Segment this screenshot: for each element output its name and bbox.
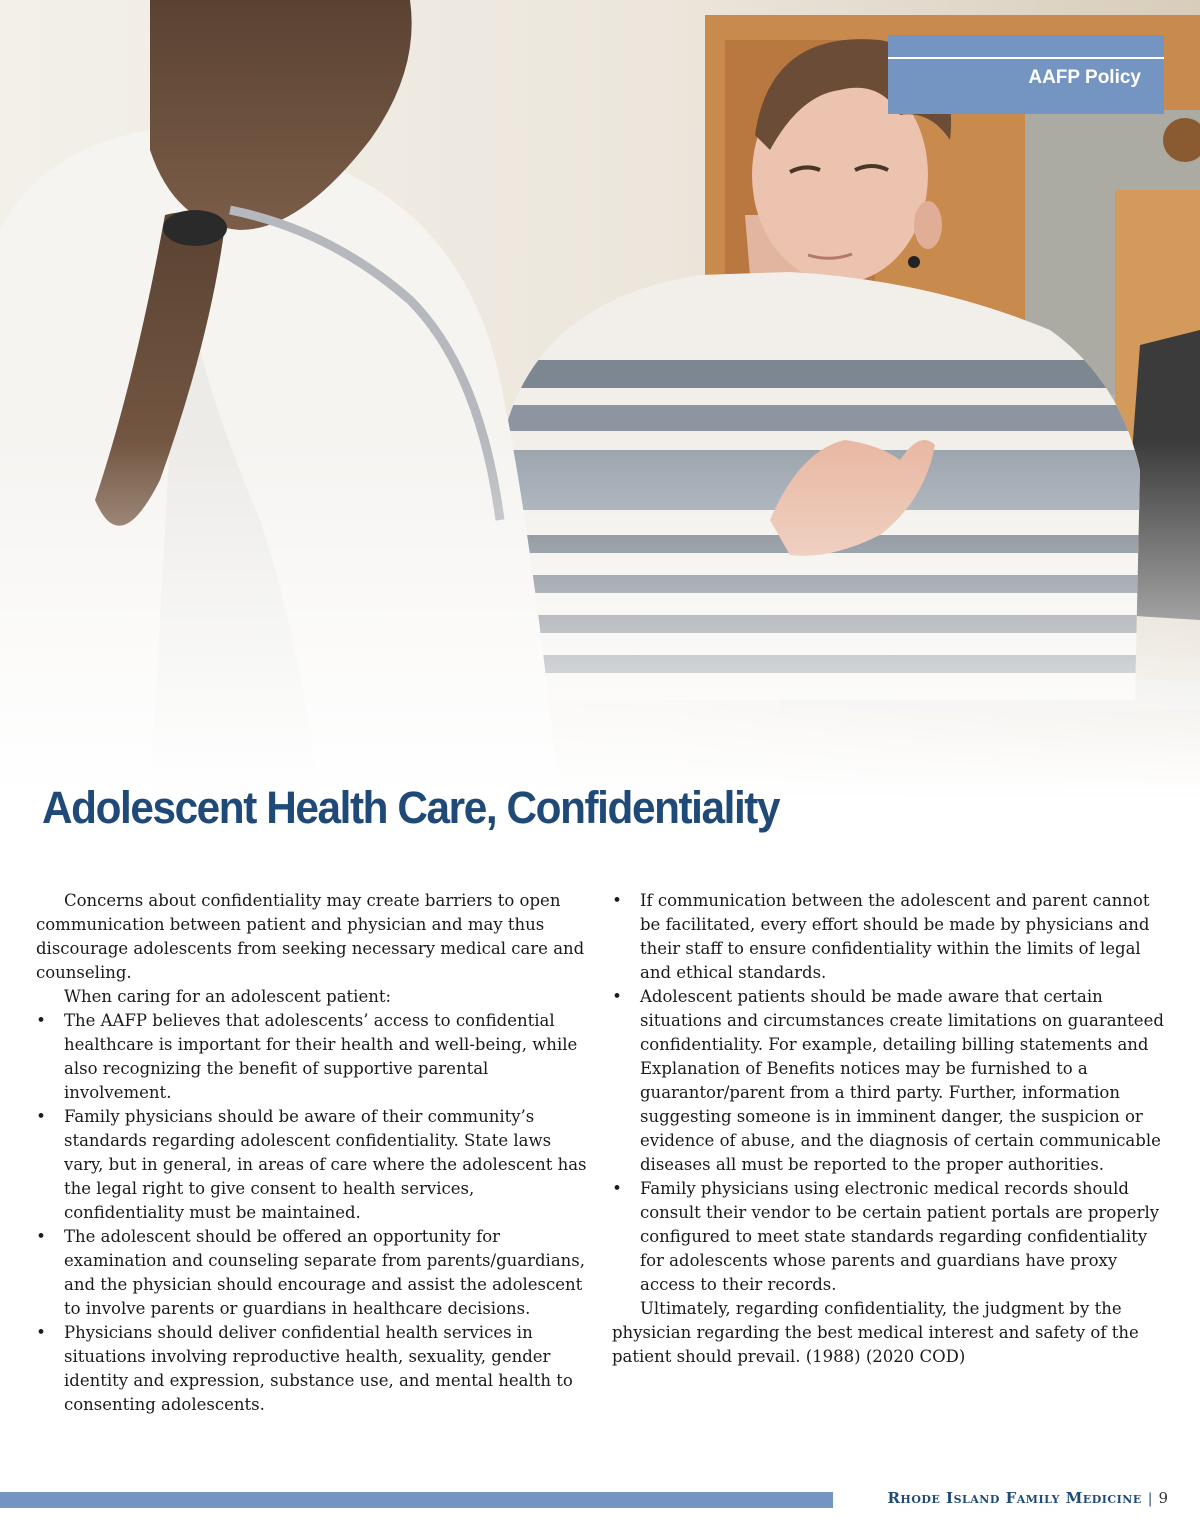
bullet-icon: • — [36, 1323, 46, 1342]
policy-tag — [888, 35, 1164, 114]
list-item-text: If communication between the adolescent and parent cannot be facilitated, every effort should be made by physicians and their staff to ensure confidentiality within the limits of legal and ethical standards. — [640, 891, 1150, 982]
footer-bar — [0, 1492, 833, 1508]
footer-separator: | — [1147, 1491, 1153, 1507]
footer — [887, 1489, 1168, 1507]
bullet-icon: • — [36, 1227, 46, 1246]
article-title: Adolescent Health Care, Confidentiality — [42, 782, 780, 833]
list-item-text: Adolescent patients should be made aware that certain situations and circumstances create limitations on guaranteed confidentiality. For example, detailing billing statements and Explanation of Benefits notices may be furnished to a guarantor/parent from a third party. Further, information suggesting someone is in imminent danger, the suspicion or evidence of abuse, and the diagnosis of certain communicable diseases all must be reported to the proper authorities. — [640, 987, 1164, 1174]
bullet-list-left — [36, 1009, 592, 1417]
bullet-icon: • — [612, 987, 622, 1006]
list-item — [612, 889, 1166, 985]
bullet-icon: • — [612, 1179, 622, 1198]
list-item-text: Family physicians should be aware of their community’s standards regarding adolescent confidentiality. State laws vary, but in general, in areas of care where the adolescent has the legal right to give consent to health services, confidentiality must be maintained. — [64, 1107, 587, 1222]
left-column — [36, 889, 592, 1417]
list-item — [36, 1105, 592, 1225]
page-number: 9 — [1158, 1489, 1168, 1507]
list-item — [36, 1225, 592, 1321]
list-item-text: Family physicians using electronic medical records should consult their vendor to be certain patient portals are properly configured to meet state standards regarding confidentiality for adolescents whose parents and guardians have proxy access to their records. — [640, 1179, 1160, 1294]
bullet-list-right — [612, 889, 1166, 1297]
right-column — [612, 889, 1166, 1369]
policy-tag-label: AAFP Policy — [1028, 67, 1141, 88]
intro-paragraph: Concerns about confidentiality may create barriers to open communication between patient and physician and may thus discourage adolescents from seeking necessary medical care and counseling. — [36, 891, 585, 982]
bullet-icon: • — [36, 1107, 46, 1126]
list-item — [612, 985, 1166, 1177]
closing-paragraph: Ultimately, regarding confidentiality, the judgment by the physician regarding the best medical interest and safety of the patient should prevail. (1988) (2020 COD) — [612, 1299, 1139, 1366]
list-item — [612, 1177, 1166, 1297]
bullet-icon: • — [612, 891, 622, 910]
list-item — [36, 1009, 592, 1105]
tag-divider — [888, 57, 1164, 59]
lead-in-paragraph: When caring for an adolescent patient: — [64, 987, 392, 1006]
list-item-text: The AAFP believes that adolescents’ access to confidential healthcare is important for their health and well-being, while also recognizing the benefit of supportive parental involvement. — [64, 1011, 578, 1102]
bullet-icon: • — [36, 1011, 46, 1030]
list-item-text: The adolescent should be offered an opportunity for examination and counseling separate from parents/guardians, and the physician should encourage and assist the adolescent to involve parents or guardians in healthcare decisions. — [64, 1227, 586, 1318]
publication-name: Rhode Island Family Medicine — [887, 1489, 1142, 1507]
list-item — [36, 1321, 592, 1417]
list-item-text: Physicians should deliver confidential health services in situations involving reproductive health, sexuality, gender identity and expression, substance use, and mental health to consenting adolescents. — [64, 1323, 573, 1414]
